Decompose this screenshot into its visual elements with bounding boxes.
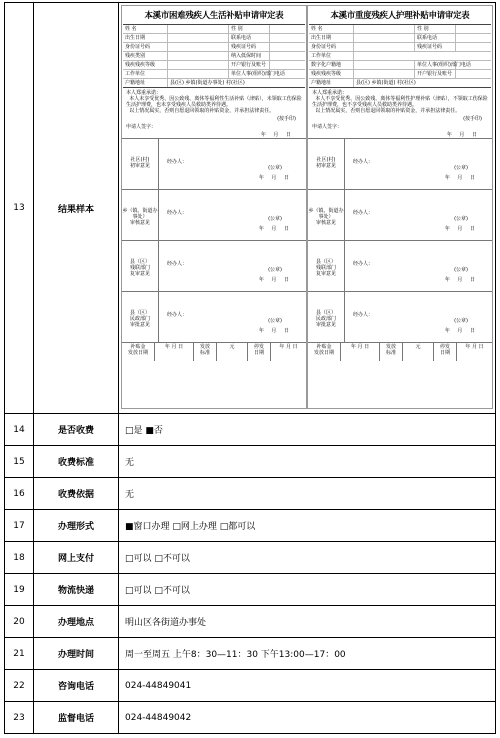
form-field-label: 户籍地址	[309, 79, 354, 87]
form-field-label: 残疾证号码	[415, 43, 456, 51]
form-field-label: 残疾类别	[123, 52, 168, 60]
bottom-cell: 元	[217, 343, 248, 361]
seal-label: (公章)	[268, 165, 282, 171]
bottom-cell: 年 月 日	[465, 344, 484, 350]
form-field-label: 残疾残疾等级	[123, 61, 168, 69]
form-field-value	[168, 52, 229, 60]
table-row	[5, 670, 496, 702]
form-field-value	[168, 70, 229, 78]
row-value: 明山区各街道办事处	[119, 606, 496, 638]
form-review-section	[122, 291, 306, 342]
row-label: 网上支付	[34, 542, 119, 574]
table-row	[5, 702, 496, 734]
table-row	[5, 638, 496, 670]
bottom-cell: 停发 日期	[248, 343, 271, 361]
row-value: 周一至周五 上午8：30—11：30 下午13:00—17：00	[119, 638, 496, 670]
form-field-label: 姓 名	[309, 25, 354, 33]
handler-label: 经办人：	[353, 210, 374, 216]
form-review-section	[122, 189, 306, 240]
form-review-section	[308, 240, 492, 291]
bottom-cell: 元	[403, 343, 434, 361]
section-date: 年 月 日	[444, 175, 478, 181]
form-field-label: 单位人事(组织)部门电话	[417, 62, 471, 68]
row-label: 办理形式	[34, 510, 119, 542]
table-row	[5, 478, 496, 510]
handler-label: 经办人：	[167, 312, 188, 318]
seal-label: (公章)	[454, 267, 468, 273]
form-bottom-row	[308, 342, 492, 361]
row-number: 13	[5, 3, 34, 414]
row-label: 咨询电话	[34, 670, 119, 702]
form-field-label: 工作单位	[309, 52, 354, 60]
seal-label: (公章)	[454, 216, 468, 222]
row-value: 无	[119, 446, 496, 478]
seal-label: (公章)	[268, 318, 282, 324]
form-field-value	[456, 34, 491, 42]
handler-label: 经办人：	[353, 312, 374, 318]
form-field-value	[270, 61, 305, 69]
result-sample-cell	[119, 3, 496, 414]
row-value: □可以 □不可以	[119, 542, 496, 574]
service-info-table	[4, 2, 496, 734]
form-field-label: 残疾证号码	[229, 43, 270, 51]
form-sign-note: (按手印)	[463, 116, 482, 122]
table-row	[5, 542, 496, 574]
form-title: 本溪市重度残疾人护理补贴申请审定表	[330, 10, 470, 20]
form-review-section	[308, 138, 492, 189]
row-label: 是否收费	[34, 414, 119, 446]
form-title: 本溪市困难残疾人生活补贴申请审定表	[144, 10, 284, 20]
section-label: 县（区） 民政部门 审批意见	[122, 292, 159, 342]
form-field-value	[168, 61, 229, 69]
section-label: 乡（镇、街道办事处） 审核意见	[122, 190, 159, 240]
seal-label: (公章)	[454, 318, 468, 324]
row-label: 收费标准	[34, 446, 119, 478]
form-field-value	[270, 70, 305, 78]
table-row	[5, 414, 496, 446]
table-row	[5, 446, 496, 478]
form-info-grid	[123, 24, 305, 88]
row-number: 18	[5, 542, 34, 574]
row-number: 21	[5, 638, 34, 670]
form-field-value	[354, 43, 415, 51]
section-date: 年 月 日	[258, 175, 292, 181]
bottom-cell: 年 月 日	[341, 343, 380, 361]
form-field-value	[354, 34, 415, 42]
row-value: □是 ■否	[119, 414, 496, 446]
form-field-value	[456, 61, 491, 69]
form-field-value	[354, 61, 415, 69]
row-value: 024-44849042	[119, 702, 496, 734]
form-field-value	[456, 25, 491, 33]
form-field-label: 出生日期	[309, 34, 354, 42]
section-label: 县（区） 民政部门 审批意见	[308, 292, 345, 342]
row-label: 物流快递	[34, 574, 119, 606]
row-number: 14	[5, 414, 34, 446]
section-date: 年 月 日	[258, 226, 292, 232]
row-label: 收费依据	[34, 478, 119, 510]
table-row	[5, 3, 496, 414]
form-review-section	[308, 291, 492, 342]
row-number: 20	[5, 606, 34, 638]
bottom-cell: 停发 日期	[434, 343, 457, 361]
section-label: 乡（镇、街道办事处） 审核意见	[308, 190, 345, 240]
form-field-label: 姓 名	[123, 25, 168, 33]
form-field-label: 单位人事(组织)部门电话	[231, 71, 285, 77]
form-field-label: 身份证号码	[309, 43, 354, 51]
row-value: 无	[119, 478, 496, 510]
section-date: 年 月 日	[258, 328, 292, 334]
form-review-section	[122, 240, 306, 291]
row-value: □可以 □不可以	[119, 574, 496, 606]
form-review-section	[308, 189, 492, 240]
row-number: 17	[5, 510, 34, 542]
form-field-label: 工作单位	[123, 70, 168, 78]
section-date: 年 月 日	[444, 226, 478, 232]
row-value: 024-44849041	[119, 670, 496, 702]
bottom-cell: 补贴金 发放日期	[122, 343, 155, 361]
service-info-sheet	[4, 2, 496, 736]
form-field-label: 出生日期	[123, 34, 168, 42]
form-statement: 本人郑重承诺： 本人未享受优秀、因公致残、离休等福利性生活补贴（津贴），未领取工伤保险生活护理费，也未享受残疾人员救助类养待遇。 以上情况属实，否则自愿退回领取的补贴资金，并承担法律责任。	[126, 90, 302, 114]
bottom-cell: 补贴金 发放日期	[308, 343, 341, 361]
form-field-label: 联系电话	[415, 34, 456, 42]
section-date: 年 月 日	[444, 328, 478, 334]
bottom-cell: 年 月 日	[279, 344, 298, 350]
nursing-subsidy-form-sample	[307, 5, 493, 409]
row-label: 监督电话	[34, 702, 119, 734]
form-sign-note: (按手印)	[277, 116, 296, 122]
form-field-value	[270, 52, 305, 60]
form-field-value	[354, 25, 415, 33]
row-label: 结果样本	[34, 3, 119, 414]
form-field-value	[456, 70, 491, 78]
form-review-section	[122, 138, 306, 189]
form-field-value	[456, 43, 491, 51]
form-field-label: 性 别	[229, 25, 270, 33]
row-number: 15	[5, 446, 34, 478]
form-field-label: 数字化户籍地	[309, 61, 354, 69]
form-field-value: 县(区) 乡镇(街道办事处) 村(社区)	[170, 80, 245, 86]
row-value: ■窗口办理 □网上办理 □都可以	[119, 510, 496, 542]
form-field-value	[270, 43, 305, 51]
seal-label: (公章)	[268, 216, 282, 222]
row-number: 19	[5, 574, 34, 606]
form-field-label: 性 别	[415, 25, 456, 33]
form-field-value	[168, 34, 229, 42]
form-field-value	[270, 25, 305, 33]
row-number: 23	[5, 702, 34, 734]
handler-label: 经办人：	[167, 159, 188, 165]
seal-label: (公章)	[454, 165, 468, 171]
handler-label: 经办人：	[353, 261, 374, 267]
form-field-value	[354, 52, 491, 60]
handler-label: 经办人：	[167, 210, 188, 216]
form-field-label: 残疾残疾等级	[309, 70, 354, 78]
bottom-cell: 发放 标准	[380, 343, 403, 361]
section-date: 年 月 日	[444, 277, 478, 283]
form-field-label: 开户银行及账号	[415, 70, 456, 78]
table-row	[5, 606, 496, 638]
form-field-label: 纳入低保时间	[229, 52, 270, 60]
form-statement: 本人郑重承诺： 本人不享受优秀、因公致残、离休等福利性护理补贴（津贴），不领取工伤保险生活护理费，也不享受残疾人员救助类养待遇。 以上情况属实，否则自愿退回领取的补贴资金，并承担法律责任。	[312, 90, 488, 114]
form-field-label: 开户银行及账号	[229, 61, 270, 69]
table-row	[5, 510, 496, 542]
row-label: 办理地点	[34, 606, 119, 638]
row-number: 16	[5, 478, 34, 510]
form-date: 年 月 日	[446, 132, 480, 138]
form-field-value	[168, 43, 229, 51]
section-label: 县（区） 残联部门 复审意见	[122, 241, 159, 291]
handler-label: 经办人：	[167, 261, 188, 267]
bottom-cell: 发放 标准	[194, 343, 217, 361]
form-bottom-row	[122, 342, 306, 361]
form-field-value	[270, 34, 305, 42]
form-field-label: 户籍地址	[123, 79, 168, 87]
section-date: 年 月 日	[258, 277, 292, 283]
row-number: 22	[5, 670, 34, 702]
section-label: 社区(村) 初审意见	[308, 139, 345, 189]
form-field-label: 身份证号码	[123, 43, 168, 51]
row-label: 办理时间	[34, 638, 119, 670]
living-subsidy-form-sample	[121, 5, 307, 409]
section-label: 县（区） 残联部门 复审意见	[308, 241, 345, 291]
section-label: 社区(村) 初审意见	[122, 139, 159, 189]
form-field-value: 县(区) 乡镇(街道) 村(社区)	[356, 80, 416, 86]
form-field-value	[354, 70, 415, 78]
form-applicant-label: 申请人签字：	[126, 124, 157, 130]
form-field-label: 联系电话	[229, 34, 270, 42]
handler-label: 经办人：	[353, 159, 374, 165]
table-row	[5, 574, 496, 606]
seal-label: (公章)	[268, 267, 282, 273]
bottom-cell: 年 月 日	[155, 343, 194, 361]
form-applicant-label: 申请人签字：	[312, 124, 343, 130]
form-info-grid	[309, 24, 491, 88]
form-date: 年 月 日	[260, 132, 294, 138]
form-field-value	[168, 25, 229, 33]
